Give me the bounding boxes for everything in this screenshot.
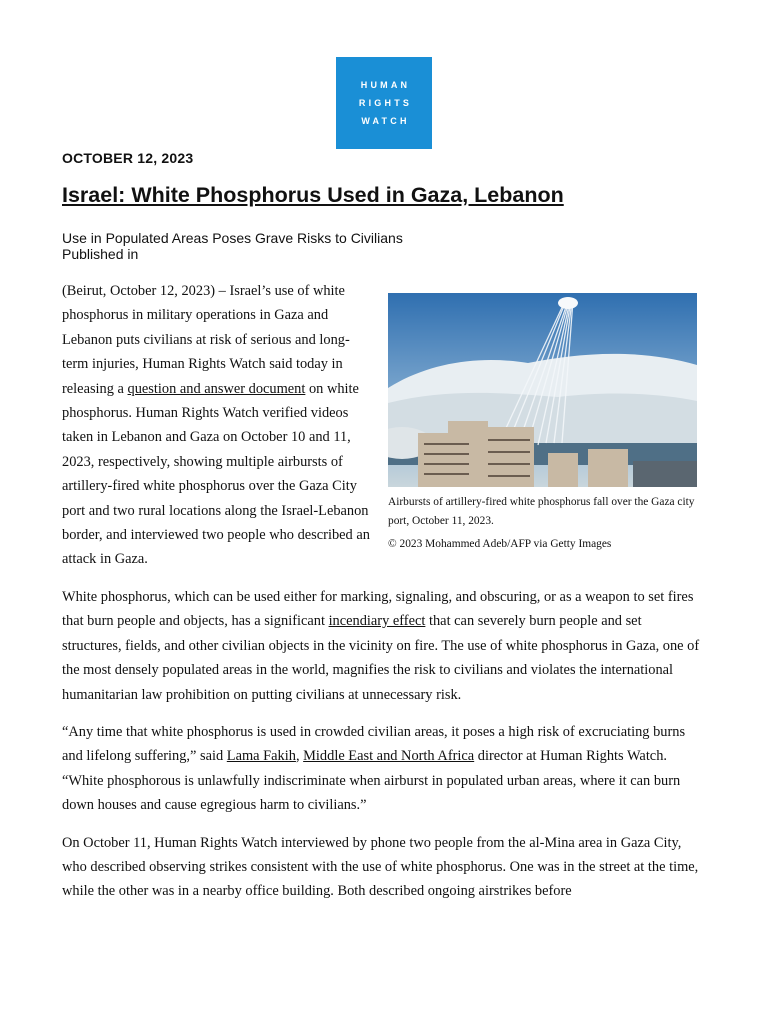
incendiary-effect-link[interactable]: incendiary effect [328,613,426,630]
paragraph-2 [62,585,702,707]
p2-text-1: White phosphorus, which can be used either for marking, signaling, and obscuring, or as a weapon to set fires that burn people and objects, has a significant [62,588,694,630]
logo-line-human: HUMAN [360,80,411,90]
logo-line-rights: RIGHTS [358,98,413,108]
publication-date: OCTOBER 12, 2023 [62,150,194,166]
p1-text-1: (Beirut, October 12, 2023) – Israel’s use of white phosphorus in military operations in Gaza and Lebanon puts civilians at risk of serious and long-term injuries, Human Rights Watch said today in releasing a [62,283,350,397]
hrw-logo [336,57,432,149]
p4-text-1: On October 11, Human Rights Watch interviewed by phone two people from the al-Mina area in Gaza City, who described observing strikes consistent with the use of white phosphorus. One was in the street at the time, while the other was in a nearby office building. Both described ongoing airstrikes before [62,834,699,900]
subtitle-text: Use in Populated Areas Poses Grave Risks to Civilians [62,230,403,246]
white-phosphorus-photo [388,293,697,487]
article-body [62,279,702,917]
p2-text-2: that can severely burn people and set structures, fields, and other civilian objects in the vicinity on fire. The use of white phosphorus in Gaza, one of the most densely populated areas in the world, magnifies the risk to civilians and violates the international humanitarian law prohibition on putting civilians at unnecessary risk. [62,613,700,703]
p3-text-2: , [295,748,304,765]
p3-text-3: director at Human Rights Watch. “White phosphorous is unlawfully indiscriminate when airburst in populated urban areas, where it can burn down houses and cause egregious harm to civilians.” [62,748,681,814]
article-subtitle [62,230,403,262]
qa-document-link[interactable]: question and answer document [127,380,306,397]
logo-line-watch: WATCH [361,116,410,126]
mena-link[interactable]: Middle East and North Africa [303,748,475,765]
article-title[interactable]: Israel: White Phosphorus Used in Gaza, Lebanon [62,183,564,207]
article-figure [382,279,702,579]
published-in-label: Published in [62,246,139,262]
figure-credit: © 2023 Mohammed Adeb/AFP via Getty Images [388,538,612,550]
p1-text-2: on white phosphorus. Human Rights Watch verified videos taken in Lebanon and Gaza on October 10 and 11, 2023, respectively, showing multiple airbursts of artillery-fired white phosphorus over the Gaza City port and two rural locations along the Israel-Lebanon border, and interviewed two people who described an attack in Gaza. [62,380,370,568]
lama-fakih-link[interactable]: Lama Fakih [226,748,296,765]
figure-caption: Airbursts of artillery-fired white phosphorus fall over the Gaza city port, October 11, 2023. [388,496,695,527]
p3-text-1: “Any time that white phosphorus is used in crowded civilian areas, it poses a high risk of excruciating burns and lifelong suffering,” said [62,723,686,765]
paragraph-4 [62,831,702,904]
paragraph-3 [62,720,702,818]
